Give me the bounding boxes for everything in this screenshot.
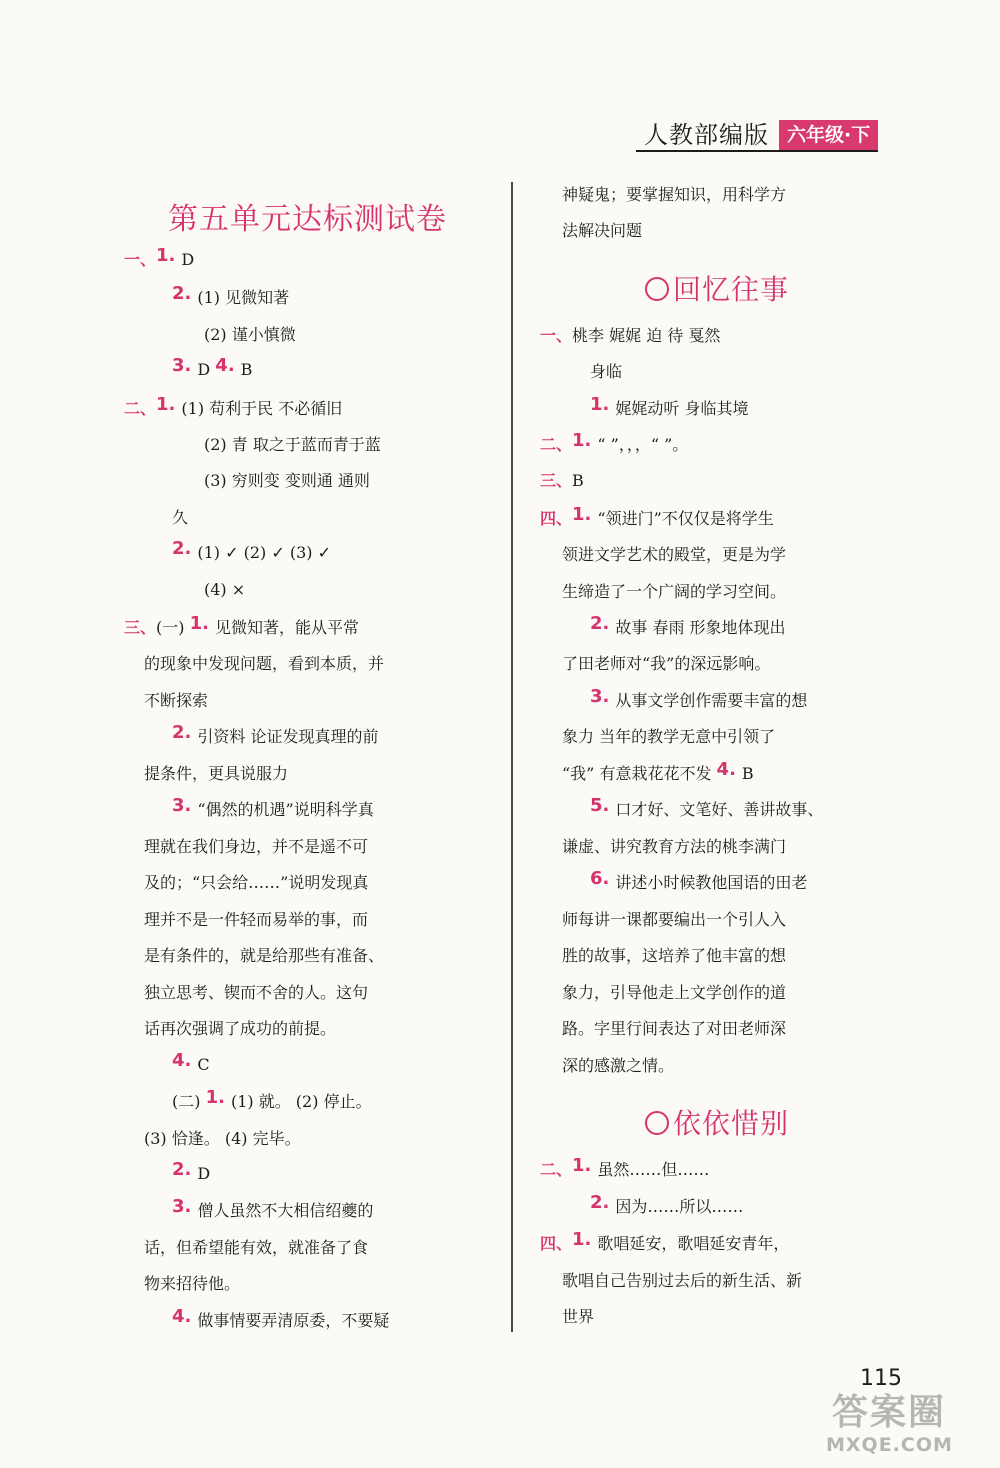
- answer-line: [562, 978, 786, 1008]
- answer-text: 谦虚、讲究教育方法的桃李满门: [562, 837, 787, 856]
- answer-text: B: [240, 360, 253, 379]
- answer-line: [540, 430, 688, 460]
- answer-text: 做事情要弄清原委，不要疑: [197, 1311, 390, 1330]
- answer-text: 不断探索: [144, 691, 209, 710]
- question-group-marker: 三、: [540, 471, 573, 490]
- answer-line: [144, 868, 368, 898]
- question-number: 1.: [572, 1229, 592, 1250]
- circle-bullet-icon: [645, 277, 669, 301]
- answer-line: [540, 1155, 709, 1185]
- answer-line: [144, 759, 288, 789]
- question-number: 1.: [572, 430, 592, 451]
- question-number: 2.: [172, 1159, 192, 1180]
- answer-text: 见微知著，能从平常: [214, 618, 359, 637]
- question-number: 2.: [172, 283, 192, 304]
- answer-text: B: [572, 471, 584, 490]
- answer-text: (3) 恰逢。 (4) 完毕。: [144, 1129, 301, 1148]
- answer-text: 世界: [562, 1307, 595, 1326]
- answer-text: 讲述小时候教他国语的田老: [615, 873, 808, 892]
- answer-line: [562, 649, 770, 679]
- watermark-text: 答案圈: [832, 1392, 947, 1433]
- question-number: 1.: [205, 1087, 225, 1108]
- section-title-huiyi: [645, 268, 789, 308]
- page-number: 115: [860, 1366, 902, 1391]
- question-number: 4.: [215, 355, 235, 376]
- question-group-marker: 二、: [540, 1160, 573, 1179]
- section-title-text: 回忆往事: [673, 273, 790, 306]
- answer-text: 了田老师对“我”的深远影响。: [562, 654, 771, 673]
- answer-text: “领进门”不仅仅是将学生: [597, 509, 774, 528]
- question-group-marker: 二、: [540, 435, 573, 454]
- answer-text: 深的感激之情。: [562, 1056, 675, 1075]
- answer-line: [562, 216, 642, 246]
- answer-line: [144, 1233, 368, 1263]
- question-number: 3.: [172, 1196, 192, 1217]
- answer-text: 象力 当年的教学无意中引领了: [562, 727, 776, 746]
- answer-line: [172, 1196, 373, 1226]
- answer-line: [144, 832, 368, 862]
- answer-text: 是有条件的，就是给那些有准备、: [144, 946, 385, 965]
- answer-line: [590, 686, 807, 716]
- watermark-url: MXQE.COM: [826, 1434, 953, 1456]
- answer-text: C: [197, 1055, 210, 1074]
- answer-text: (一): [156, 618, 190, 637]
- question-group-marker: 一、: [124, 250, 157, 269]
- circle-bullet-icon: [645, 1111, 669, 1135]
- answer-line: [144, 1269, 240, 1299]
- answer-line: [144, 1124, 301, 1154]
- answer-text: 从事文学创作需要丰富的想: [615, 691, 808, 710]
- question-number: 4.: [172, 1050, 192, 1071]
- answer-text: 胜的故事，这培养了他丰富的想: [562, 946, 787, 965]
- question-number: 3.: [590, 686, 610, 707]
- answer-line: [144, 649, 384, 679]
- answer-text: 物来招待他。: [144, 1274, 241, 1293]
- answer-line: [562, 540, 786, 570]
- answer-text: 桃李 娓娓 迫 待 戛然: [572, 326, 721, 345]
- answer-text: 理就在我们身边，并不是遥不可: [144, 837, 369, 856]
- answer-text: 师每讲一课都要编出一个引人入: [562, 910, 787, 929]
- question-number: 3.: [172, 795, 192, 816]
- answer-line: [124, 613, 359, 643]
- answer-line: [124, 245, 194, 275]
- answer-text: (4) ×: [204, 580, 246, 599]
- question-number: 1.: [156, 394, 176, 415]
- answer-line: [540, 321, 720, 351]
- answer-text: 领进文学艺术的殿堂，更是为学: [562, 545, 787, 564]
- answer-line: [590, 394, 748, 424]
- answer-line: [172, 1306, 389, 1336]
- answer-line: [590, 868, 807, 898]
- answer-text: 神疑鬼；要掌握知识，用科学方: [562, 185, 787, 204]
- answer-text: 歌唱自己告别过去后的新生活、新: [562, 1271, 803, 1290]
- answer-line: [172, 538, 331, 568]
- answer-line: [590, 613, 786, 643]
- grade-badge: 六年级·下: [779, 120, 878, 150]
- answer-text: 身临: [590, 362, 623, 381]
- answer-text: 独立思考、锲而不舍的人。这句: [144, 983, 369, 1002]
- answer-text: 及的；“只会给……”说明发现真: [144, 873, 369, 892]
- answer-text: 象力，引导他走上文学创作的道: [562, 983, 787, 1002]
- question-number: 3.: [172, 355, 192, 376]
- unit-test-title: 第五单元达标测试卷: [168, 202, 447, 237]
- answer-text: 歌唱延安，歌唱延安青年，: [597, 1234, 790, 1253]
- answer-line: [562, 832, 786, 862]
- question-number: 1.: [572, 504, 592, 525]
- question-number: 1.: [590, 394, 610, 415]
- answer-line: [204, 430, 381, 460]
- answer-line: [172, 355, 252, 385]
- answer-line: [204, 466, 370, 496]
- answer-line: [562, 1014, 786, 1044]
- question-number: 6.: [590, 868, 610, 889]
- answer-text: D: [181, 250, 195, 269]
- answer-text: D: [197, 1164, 211, 1183]
- answer-text: (1) ✓ (2) ✓ (3) ✓: [197, 543, 332, 562]
- answer-line: [540, 504, 774, 534]
- answer-text: (2) 谨小慎微: [204, 325, 296, 344]
- question-group-marker: 一、: [540, 326, 573, 345]
- answer-text: “ ”，，，“ ”。: [597, 435, 689, 454]
- publisher-label: 人教部编版: [644, 121, 769, 149]
- question-group-marker: 三、: [124, 618, 157, 637]
- answer-text: B: [741, 764, 754, 783]
- answer-line: [172, 1159, 210, 1189]
- answer-text: 故事 春雨 形象地体现出: [615, 618, 786, 637]
- question-number: 4.: [172, 1306, 192, 1327]
- answer-line: [562, 722, 775, 752]
- answer-text: 引资料 论证发现真理的前: [197, 727, 379, 746]
- question-group-marker: 四、: [540, 509, 573, 528]
- question-number: 2.: [590, 1192, 610, 1213]
- question-group-marker: 四、: [540, 1234, 573, 1253]
- section-title-yiyi: [645, 1102, 789, 1142]
- answer-text: D: [197, 360, 216, 379]
- answer-line: [144, 686, 208, 716]
- column-divider: [511, 182, 513, 1332]
- answer-line: [172, 1087, 372, 1117]
- question-number: 1.: [189, 613, 209, 634]
- answer-line: [144, 905, 368, 935]
- answer-text: 的现象中发现问题，看到本质，并: [144, 654, 385, 673]
- answer-text: (2) 青 取之于蓝而青于蓝: [204, 435, 381, 454]
- answer-line: [590, 795, 823, 825]
- answer-line: [540, 1229, 789, 1259]
- answer-line: [590, 357, 622, 387]
- answer-text: 因为……所以……: [615, 1197, 744, 1216]
- answer-text: “我” 有意栽花花不发: [562, 764, 717, 783]
- answer-line: [590, 1192, 743, 1222]
- answer-line: [562, 180, 786, 210]
- question-number: 1.: [572, 1155, 592, 1176]
- answer-text: 虽然……但……: [597, 1160, 710, 1179]
- answer-line: [144, 1014, 336, 1044]
- answer-line: [562, 1266, 802, 1296]
- answer-text: 话，但希望能有效，就准备了食: [144, 1238, 369, 1257]
- answer-text: 久: [172, 508, 189, 527]
- answer-text: 路。字里行间表达了对田老师深: [562, 1019, 787, 1038]
- answer-line: [562, 905, 786, 935]
- answer-text: 僧人虽然不大相信绍夔的: [197, 1201, 374, 1220]
- question-number: 2.: [590, 613, 610, 634]
- answer-line: [562, 577, 786, 607]
- question-number: 2.: [172, 538, 192, 559]
- answer-text: (1) 就。 (2) 停止。: [230, 1092, 372, 1111]
- watermark-logo: [826, 1392, 994, 1464]
- answer-line: [172, 283, 289, 313]
- answer-text: (二): [172, 1092, 206, 1111]
- answer-text: 话再次强调了成功的前提。: [144, 1019, 337, 1038]
- answer-text: 提条件，更具说服力: [144, 764, 289, 783]
- answer-text: (3) 穷则变 变则通 通则: [204, 471, 370, 490]
- answer-text: 法解决问题: [562, 221, 643, 240]
- question-number: 1.: [156, 245, 176, 266]
- answer-line: [172, 503, 188, 533]
- question-number: 2.: [172, 722, 192, 743]
- answer-line: [172, 1050, 210, 1080]
- question-group-marker: 二、: [124, 399, 157, 418]
- answer-text: 娓娓动听 身临其境: [615, 399, 749, 418]
- book-edition-header: [636, 120, 878, 152]
- answer-line: [172, 722, 378, 752]
- answer-line: [172, 795, 374, 825]
- answer-text: 生缔造了一个广阔的学习空间。: [562, 582, 787, 601]
- question-number: 5.: [590, 795, 610, 816]
- answer-line: [204, 575, 245, 605]
- answer-line: [144, 941, 384, 971]
- question-number: 4.: [716, 759, 736, 780]
- answer-line: [562, 941, 786, 971]
- answer-text: “偶然的机遇”说明科学真: [197, 800, 374, 819]
- answer-text: (1) 见微知著: [197, 288, 290, 307]
- answer-line: [144, 978, 368, 1008]
- answer-line: [562, 1302, 594, 1332]
- answer-text: 理并不是一件轻而易举的事，而: [144, 910, 369, 929]
- answer-line: [562, 1051, 674, 1081]
- answer-line: [540, 466, 584, 496]
- answer-line: [204, 320, 296, 350]
- answer-text: 口才好、文笔好、善讲故事、: [615, 800, 824, 819]
- answer-line: [124, 394, 342, 424]
- answer-line: [562, 759, 754, 789]
- answer-text: (1) 苟利于民 不必循旧: [181, 399, 343, 418]
- section-title-text: 依依惜别: [673, 1107, 790, 1140]
